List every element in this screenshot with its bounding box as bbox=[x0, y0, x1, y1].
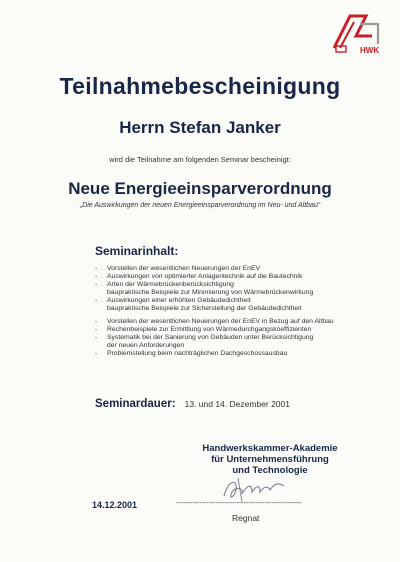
recipient-name: Herrn Stefan Janker bbox=[119, 118, 281, 137]
list-item-subtext: baupraktische Beispiele zur Sicherstellung der Gebäudedichtheit bbox=[107, 304, 302, 312]
list-item-subtext: der neuen Anforderungen bbox=[107, 342, 185, 350]
list-item-text: Arten der Wärmebrückenberücksichtigung bbox=[107, 280, 234, 288]
list-item: - Systematik bei der Sanierung von Gebäuden unter Berücksichtigung der neuen Anforderungen bbox=[95, 334, 385, 350]
list-item-text: Problemstellung beim nachträglichen Dachgeschossausbau bbox=[107, 350, 288, 358]
list-item-text: Vorstellen der wesentlichen Neuerungen der EnEV in Bezug auf den Altbau bbox=[107, 318, 334, 326]
list-item-text: Auswirkungen von optimierter Anlagentechnik auf die Bautechnik bbox=[107, 272, 303, 280]
list-item: - Auswirkungen von optimierter Anlagentechnik auf die Bautechnik bbox=[95, 272, 303, 280]
list-item: - Vorstellen der wesentlichen Neuerungen der EnEV in Bezug auf den Altbau bbox=[95, 318, 334, 326]
content-heading: Seminarinhalt: bbox=[95, 244, 179, 258]
duration-value: 13. und 14. Dezember 2001 bbox=[184, 399, 290, 409]
list-item: - Arten der Wärmebrückenberücksichtigung baupraktische Beispiele zur Minimierung von Wärmebrückenwirkung bbox=[95, 281, 385, 297]
list-item-text: Rechenbeispiele zur Ermittlung von Wärmedurchgangskoeffizienten bbox=[107, 326, 312, 334]
list-item-text: Vorstellen der wesentlichen Neuerungen der EnEV bbox=[107, 265, 261, 272]
list-item: - Auswirkungen einer erhöhten Gebäudedichtheit baupraktische Beispiele zur Sicherstellung der Gebäudedichtheit bbox=[95, 297, 385, 313]
logo-text: HWK bbox=[360, 46, 380, 55]
list-item: - Rechenbeispiele zur Ermittlung von Wärmedurchgangskoeffizienten bbox=[95, 326, 312, 334]
hwk-logo-icon bbox=[330, 10, 386, 56]
issuer-line-3: und Technologie bbox=[232, 465, 308, 476]
content-list bbox=[95, 265, 385, 358]
issuer-line-1: Handwerkskammer-Akademie bbox=[202, 443, 338, 454]
seminar-title: Neue Energieeinsparverordnung bbox=[68, 179, 332, 198]
intro-text: wird die Teilnahme am folgenden Seminar bescheinigt: bbox=[109, 155, 291, 164]
list-item: - Vorstellen der wesentlichen Neuerungen der EnEV bbox=[95, 265, 261, 272]
list-item-text: Auswirkungen einer erhöhten Gebäudedichtheit bbox=[107, 296, 251, 304]
signer-name: Regnat bbox=[232, 513, 260, 523]
signature-line: ------------------------------------------------------ bbox=[176, 500, 302, 507]
list-item-text: Systematik bei der Sanierung von Gebäuden unter Berücksichtigung bbox=[107, 334, 314, 342]
list-item-subtext: baupraktische Beispiele zur Minimierung von Wärmebrückenwirkung bbox=[107, 288, 314, 296]
duration-label: Seminardauer: bbox=[95, 398, 176, 410]
seminar-subtitle: „Die Auswirkungen der neuen Energieeinsparverordnung im Neu- und Altbau“ bbox=[79, 202, 321, 209]
document-title: Teilnahmebescheinigung bbox=[59, 73, 341, 99]
list-item: - Problemstellung beim nachträglichen Dachgeschossausbau bbox=[95, 350, 288, 358]
seminar-duration bbox=[95, 398, 290, 410]
issuer-block bbox=[170, 443, 370, 476]
issuer-line-2: für Unternehmensführung bbox=[211, 454, 329, 465]
issue-date: 14.12.2001 bbox=[92, 500, 138, 510]
